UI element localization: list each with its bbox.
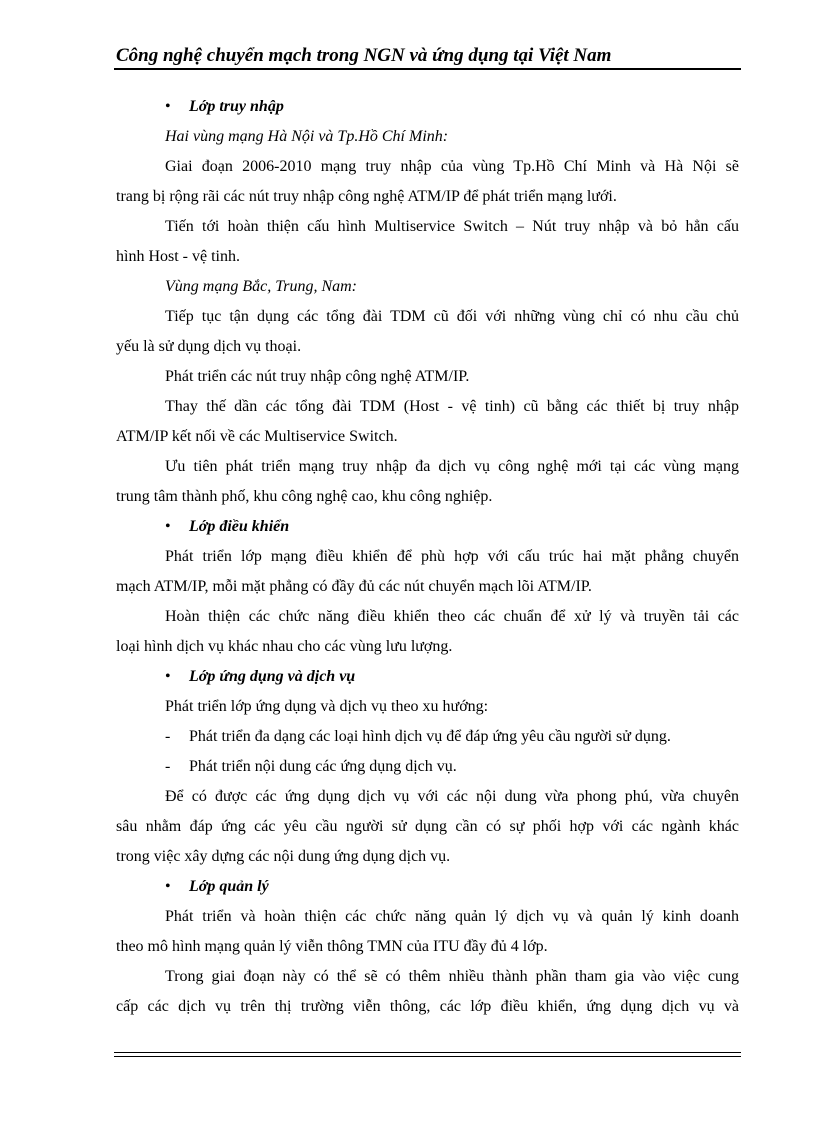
paragraph-line: hình Host - vệ tinh. [116,248,240,265]
paragraph-line: Hoàn thiện các chức năng điều khiển theo các chuẩn để xử lý và truyền tải các [165,608,739,625]
section-heading-control-layer: • Lớp điều khiển [116,512,739,542]
subheading-hanoi-hcm: Hai vùng mạng Hà Nội và Tp.Hồ Chí Minh: [165,128,449,145]
paragraph-line: trung tâm thành phố, khu công nghệ cao, khu công nghiệp. [116,488,493,505]
bullet-icon: • [165,98,171,115]
document-body [116,92,739,1022]
section-heading-access-layer: • Lớp truy nhập [116,92,739,122]
bullet-icon: • [165,668,171,685]
section-heading-application-layer: • Lớp ứng dụng và dịch vụ [116,662,739,692]
paragraph-line: Ưu tiên phát triển mạng truy nhập đa dịch vụ công nghệ mới tại các vùng mạng [165,458,739,475]
paragraph-line: theo mô hình mạng quản lý viễn thông TMN của ITU đầy đủ 4 lớp. [116,938,548,955]
paragraph-line: sâu nhằm đáp ứng các yêu cầu người sử dụng cần có sự phối hợp với các ngành khác [116,818,739,835]
dash-list-item: - Phát triển đa dạng các loại hình dịch vụ để đáp ứng yêu cầu người sử dụng. [116,722,739,752]
paragraph-line: ATM/IP kết nối về các Multiservice Switch. [116,428,398,445]
paragraph-line: Tiếp tục tận dụng các tổng đài TDM cũ đối với những vùng chỉ có nhu cầu chủ [165,308,739,325]
paragraph-line: trong việc xây dựng các nội dung ứng dụng dịch vụ. [116,848,451,865]
dash-mark: - [165,758,171,775]
paragraph-line: trang bị rộng rãi các nút truy nhập công nghệ ATM/IP để phát triển mạng lưới. [116,188,617,205]
paragraph-line: Phát triển lớp mạng điều khiển để phù hợp với cấu trúc hai mặt phẳng chuyển [165,548,739,565]
dash-mark: - [165,728,171,745]
paragraph-line: Phát triển lớp ứng dụng và dịch vụ theo xu hướng: [165,698,489,715]
footer-rule [114,1052,741,1057]
paragraph-line: yếu là sử dụng dịch vụ thoại. [116,338,302,355]
paragraph-line: Thay thế dần các tổng đài TDM (Host - vệ tinh) cũ bằng các thiết bị truy nhập [165,398,739,415]
paragraph-line: Giai đoạn 2006-2010 mạng truy nhập của vùng Tp.Hồ Chí Minh và Hà Nội sẽ [165,158,739,175]
bullet-icon: • [165,878,171,895]
paragraph-line: cấp các dịch vụ trên thị trường viễn thông, các lớp điều khiển, ứng dụng dịch vụ và [116,998,739,1015]
paragraph-line: Phát triển các nút truy nhập công nghệ ATM/IP. [165,368,470,385]
subheading-regions: Vùng mạng Bắc, Trung, Nam: [165,278,357,295]
paragraph-line: Phát triển và hoàn thiện các chức năng quản lý dịch vụ và quản lý kinh doanh [165,908,739,925]
paragraph-line: Để có được các ứng dụng dịch vụ với các nội dung vừa phong phú, vừa chuyên [165,788,739,805]
section-heading-management-layer: • Lớp quản lý [116,872,739,902]
running-header-title: Công nghệ chuyển mạch trong NGN và ứng dụng tại Việt Nam [116,45,612,66]
paragraph-line: mạch ATM/IP, mỗi mặt phẳng có đầy đủ các nút chuyển mạch lõi ATM/IP. [116,578,592,595]
paragraph-line: loại hình dịch vụ khác nhau cho các vùng lưu lượng. [116,638,453,655]
paragraph-line: Tiến tới hoàn thiện cấu hình Multiservice Switch – Nút truy nhập và bỏ hẳn cấu [165,218,739,235]
header-rule [114,68,741,70]
paragraph-line: Trong giai đoạn này có thể sẽ có thêm nhiều thành phần tham gia vào việc cung [165,968,739,985]
dash-list-item: - Phát triển nội dung các ứng dụng dịch vụ. [116,752,739,782]
bullet-icon: • [165,518,171,535]
